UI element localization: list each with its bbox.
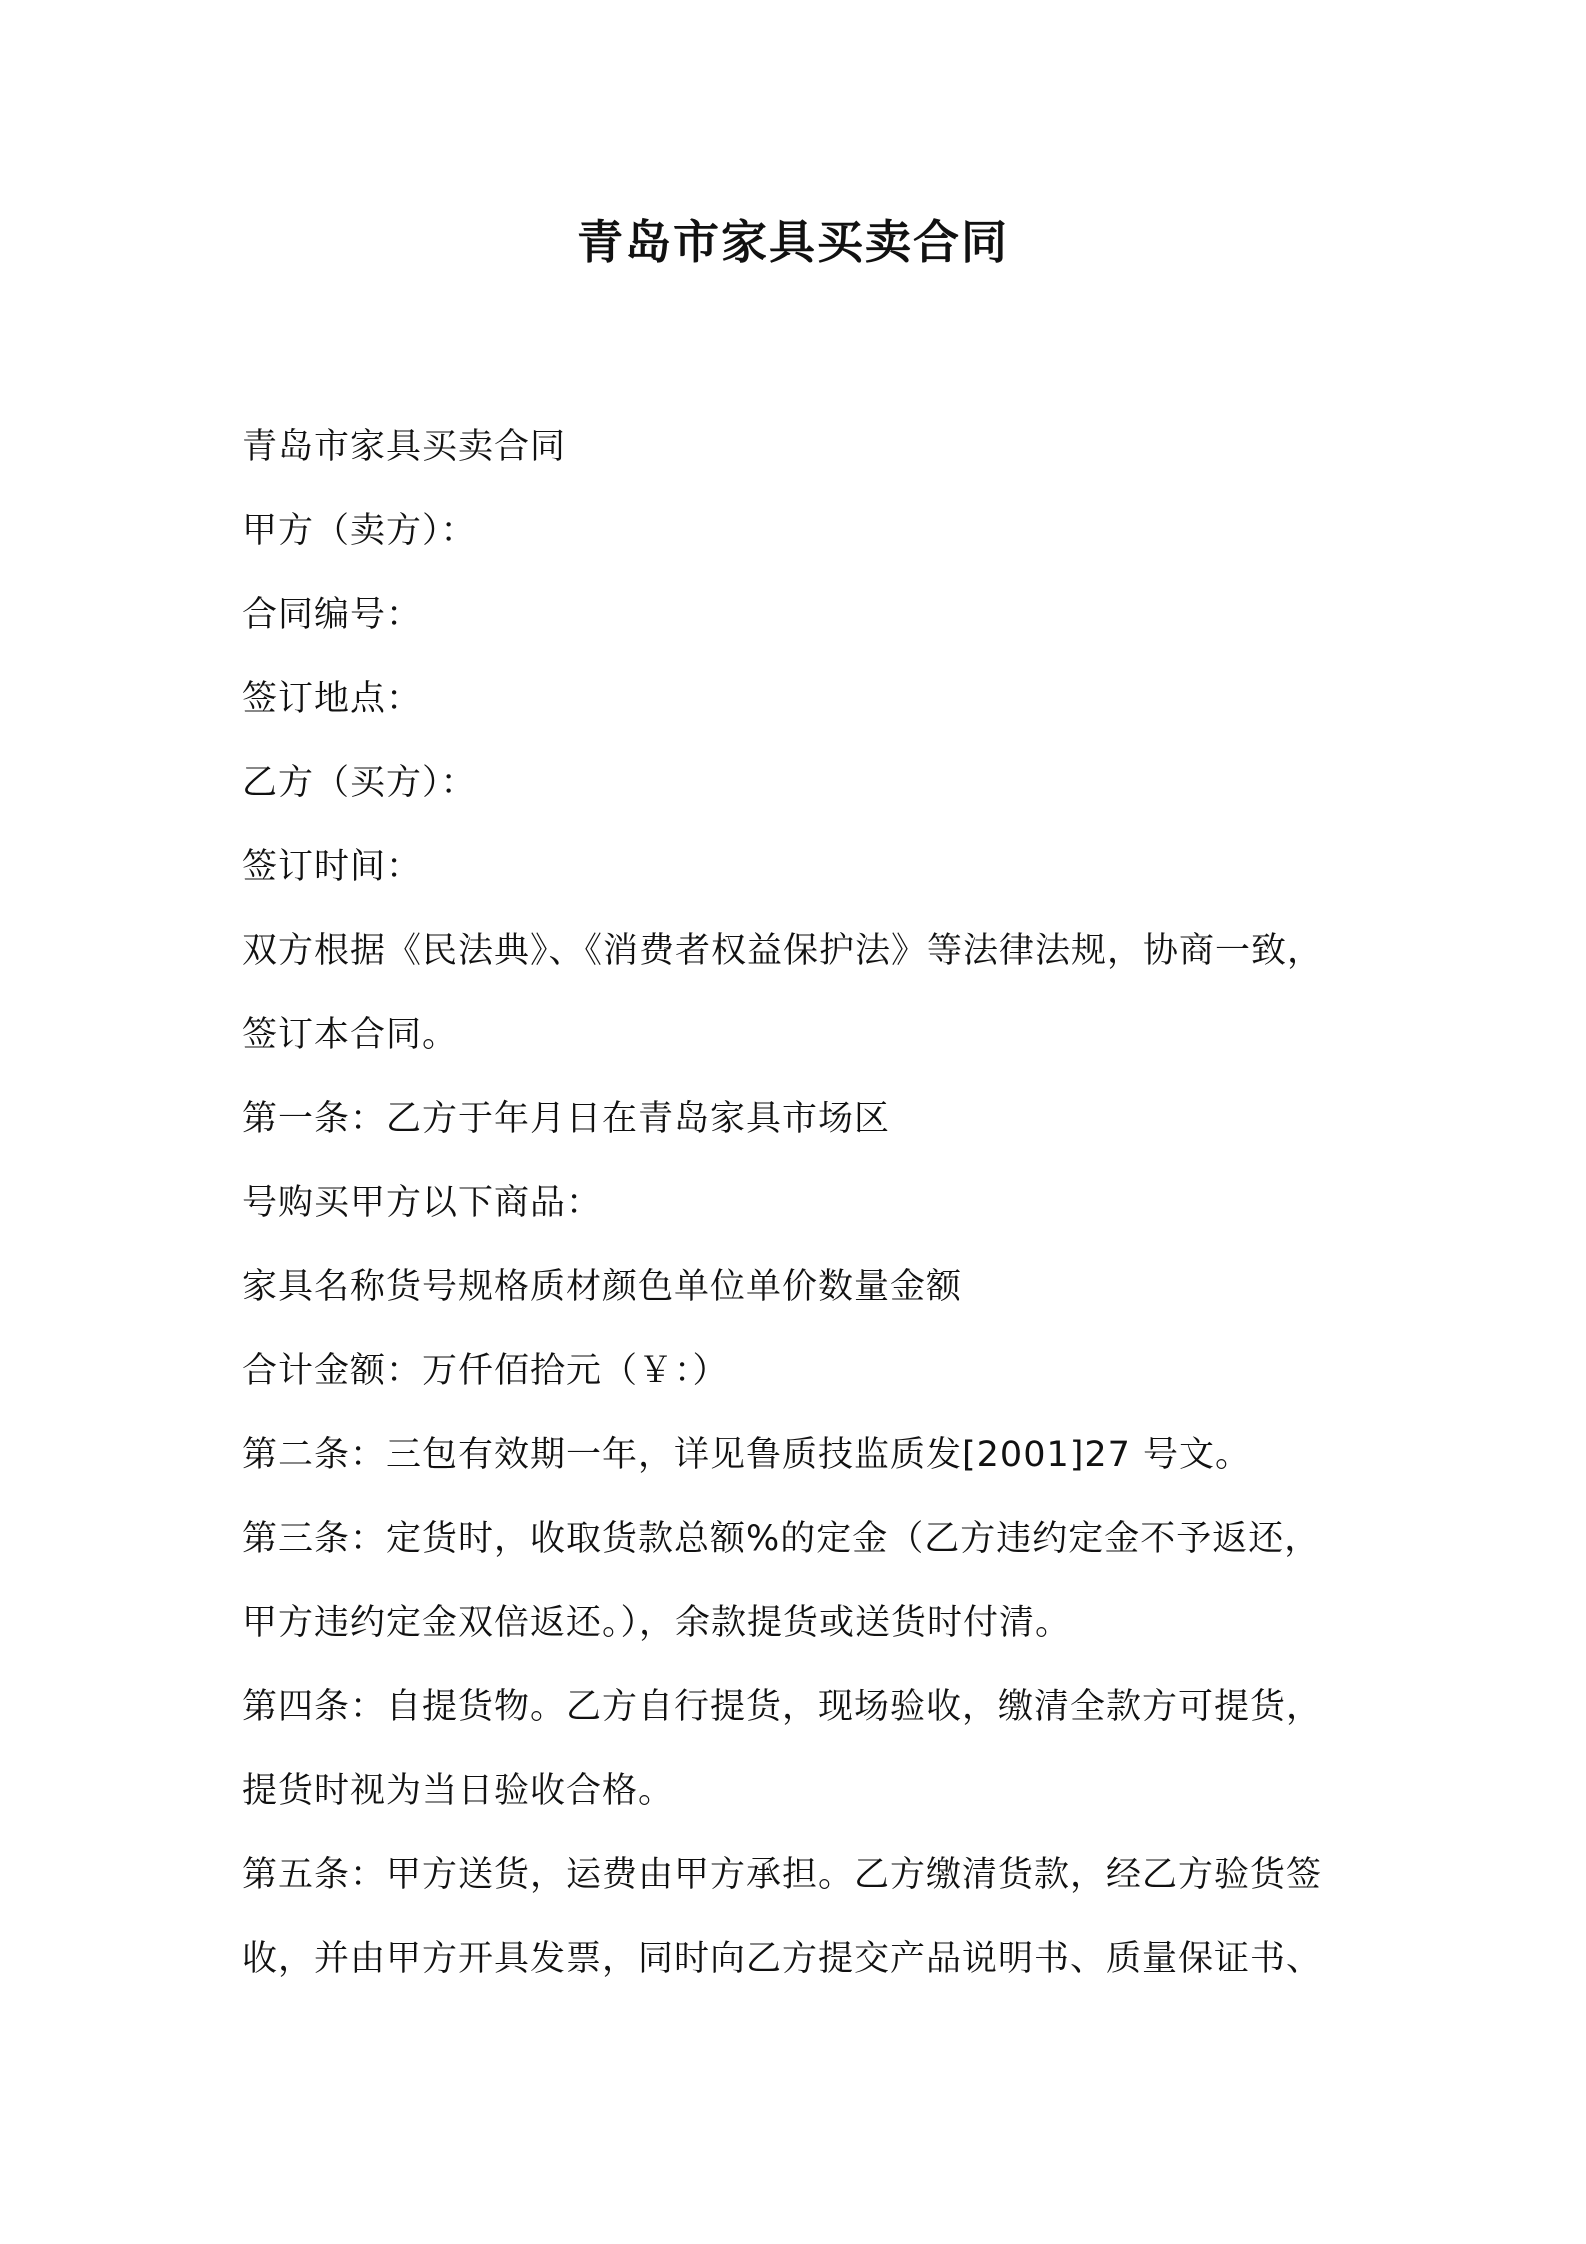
body-line-article-1: 第一条：乙方于年月日在青岛家具市场区 bbox=[242, 1099, 891, 1139]
body-line-article-3: 第三条：定货时，收取货款总额%的定金（乙方违约定金不予返还， bbox=[242, 1519, 1321, 1559]
document-title: 青岛市家具买卖合同 bbox=[577, 215, 1009, 269]
body-line-contract-number: 合同编号： bbox=[242, 595, 423, 635]
body-line-article-4-cont: 提货时视为当日验收合格。 bbox=[242, 1771, 675, 1811]
body-line-article-5-cont: 收，并由甲方开具发票，同时向乙方提交产品说明书、质量保证书、 bbox=[242, 1939, 1323, 1979]
body-line-preamble: 双方根据《民法典》、《消费者权益保护法》等法律法规，协商一致， bbox=[242, 931, 1324, 971]
document-body bbox=[242, 405, 1362, 2001]
body-line-article-5: 第五条：甲方送货，运费由甲方承担。乙方缴清货款，经乙方验货签 bbox=[242, 1855, 1323, 1895]
body-line-article-3-cont: 甲方违约定金双倍返还。），余款提货或送货时付清。 bbox=[242, 1603, 1072, 1643]
body-line-total-amount: 合计金额：万仟佰拾元（￥：） bbox=[242, 1351, 729, 1391]
body-line-heading: 青岛市家具买卖合同 bbox=[242, 427, 567, 467]
body-line-preamble-cont: 签订本合同。 bbox=[242, 1015, 459, 1055]
body-line-goods-header: 家具名称货号规格质材颜色单位单价数量金额 bbox=[242, 1267, 963, 1307]
body-line-article-1-cont: 号购买甲方以下商品： bbox=[242, 1183, 603, 1223]
body-line-article-4: 第四条：自提货物。乙方自行提货，现场验收，缴清全款方可提货， bbox=[242, 1687, 1323, 1727]
body-line-party-a: 甲方（卖方）： bbox=[242, 511, 477, 551]
body-line-party-b: 乙方（买方）： bbox=[242, 763, 477, 803]
body-line-article-2: 第二条：三包有效期一年，详见鲁质技监质发[2001]27 号文。 bbox=[242, 1435, 1252, 1475]
body-line-signing-time: 签订时间： bbox=[242, 847, 423, 887]
body-line-signing-place: 签订地点： bbox=[242, 679, 423, 719]
